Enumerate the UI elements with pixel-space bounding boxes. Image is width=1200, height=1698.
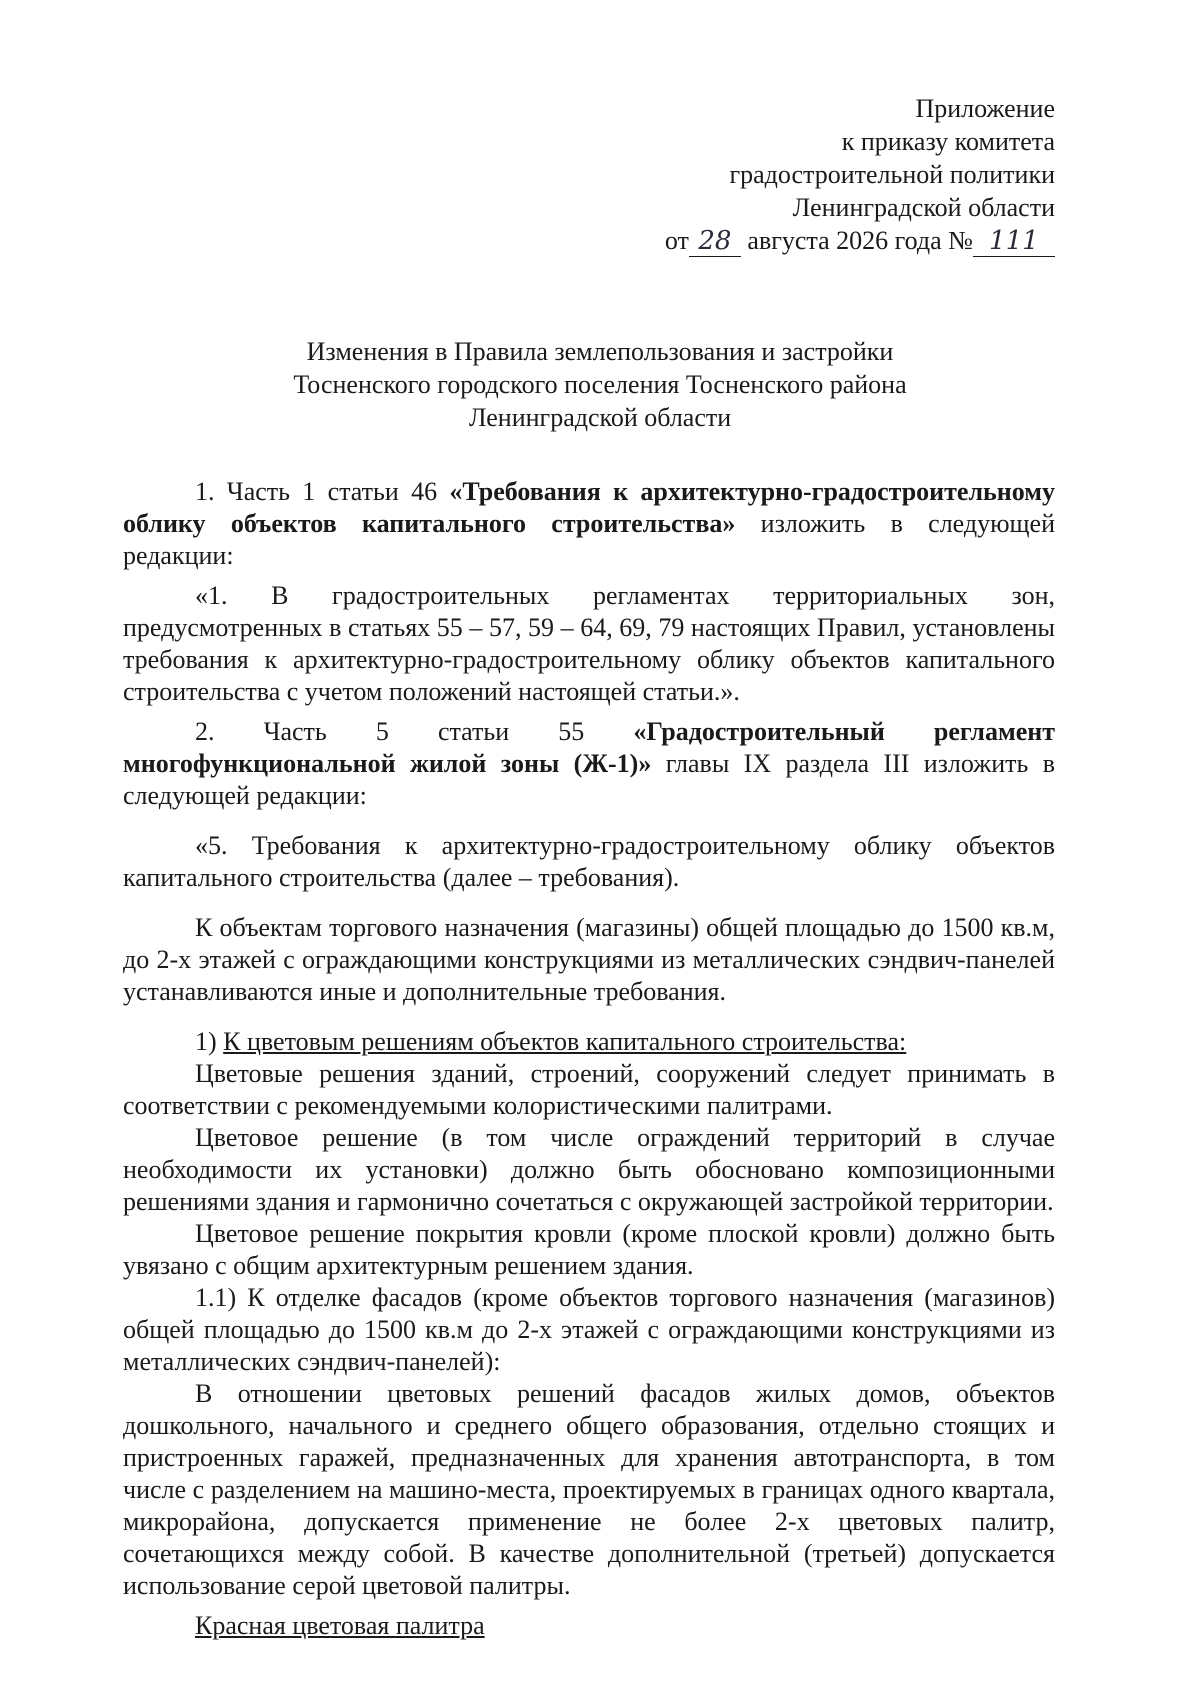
p1-article-title: «Требования к архитектурно-градостроительному облику объектов капитального строительства» (123, 477, 1055, 538)
p3-suffix: главы IX раздела III изложить в следующей редакции: (123, 749, 1055, 810)
handwritten-day: 28 (689, 226, 741, 257)
document-body (123, 476, 1055, 1642)
paragraph-3 (123, 716, 1055, 812)
paragraph-10: 1.1) К отделке фасадов (кроме объектов торгового назначения (магазинов) общей площадью до 1500 кв.м до 2-х этажей с ограждающими конструкциями из металлических сэндвич-панелей): (123, 1283, 1055, 1376)
title-line-2: Тосненского городского поселения Тосненского района (293, 370, 907, 399)
paragraph-8: Цветовое решение (в том числе ограждений территорий в случае необходимости их установки) должно быть обосновано композиционными решениями здания и гармонично сочетаться с окружающей застройкой территории. (123, 1123, 1055, 1216)
paragraph-2: «1. В градостроительных регламентах территориальных зон, предусмотренных в статьях 55 – 57, 59 – 64, 69, 79 настоящих Правил, установлены требования к архитектурно-градостроительному облику объектов капитального строительства с учетом положений настоящей статьи.». (123, 581, 1055, 706)
p6-heading: К цветовым решениям объектов капитального строительства: (223, 1027, 907, 1056)
p6-number: 1) (195, 1027, 224, 1056)
paragraph-4: «5. Требования к архитектурно-градостроительному облику объектов капитального строительства (далее – требования). (123, 831, 1055, 892)
p3-prefix: 2. Часть 5 статьи 55 (195, 717, 634, 746)
paragraph-7: Цветовые решения зданий, строений, сооружений следует принимать в соответствии с рекомендуемыми колористическими палитрами. (123, 1059, 1055, 1120)
appendix-header (665, 92, 1055, 257)
title-line-3: Ленинградской области (468, 403, 732, 432)
paragraph-12 (123, 1610, 1055, 1642)
paragraph-1 (123, 476, 1055, 572)
p1-suffix: изложить в следующей редакции: (123, 509, 1055, 570)
appendix-committee: градостроительной политики (729, 160, 1055, 189)
appendix-date-line (665, 224, 1055, 257)
date-rest: августа 2026 года № (747, 226, 973, 255)
paragraph-9: Цветовое решение покрытия кровли (кроме плоской кровли) должно быть увязано с общим архитектурным решением здания. (123, 1219, 1055, 1280)
handwritten-doc-number: 111 (973, 226, 1055, 257)
appendix-order-ref: к приказу комитета (841, 127, 1055, 156)
appendix-region: Ленинградской области (792, 193, 1055, 222)
red-palette-heading: Красная цветовая палитра (195, 1611, 485, 1640)
paragraph-11: В отношении цветовых решений фасадов жилых домов, объектов дошкольного, начального и среднего общего образования, отдельно стоящих и пристроенных гаражей, предназначенных для хранения автотранспорта, в том числе с разделением на машино-места, проектируемых в границах одного квартала, микрорайона, допускается применение не более 2-х цветовых палитр, сочетающихся между собой. В качестве дополнительной (третьей) допускается использование серой цветовой палитры. (123, 1379, 1055, 1600)
p1-prefix: 1. Часть 1 статьи 46 (195, 477, 450, 506)
paragraph-6 (123, 1026, 1055, 1058)
p3-article-title: «Градостроительный регламент многофункциональной жилой зоны (Ж-1)» (123, 717, 1055, 778)
document-title (0, 335, 1200, 434)
date-prefix: от (664, 226, 689, 255)
title-line-1: Изменения в Правила землепользования и застройки (306, 337, 894, 366)
paragraph-5: К объектам торгового назначения (магазины) общей площадью до 1500 кв.м, до 2-х этажей с ограждающими конструкциями из металлических сэндвич-панелей устанавливаются иные и дополнительные требования. (123, 913, 1055, 1006)
appendix-label: Приложение (915, 94, 1055, 123)
